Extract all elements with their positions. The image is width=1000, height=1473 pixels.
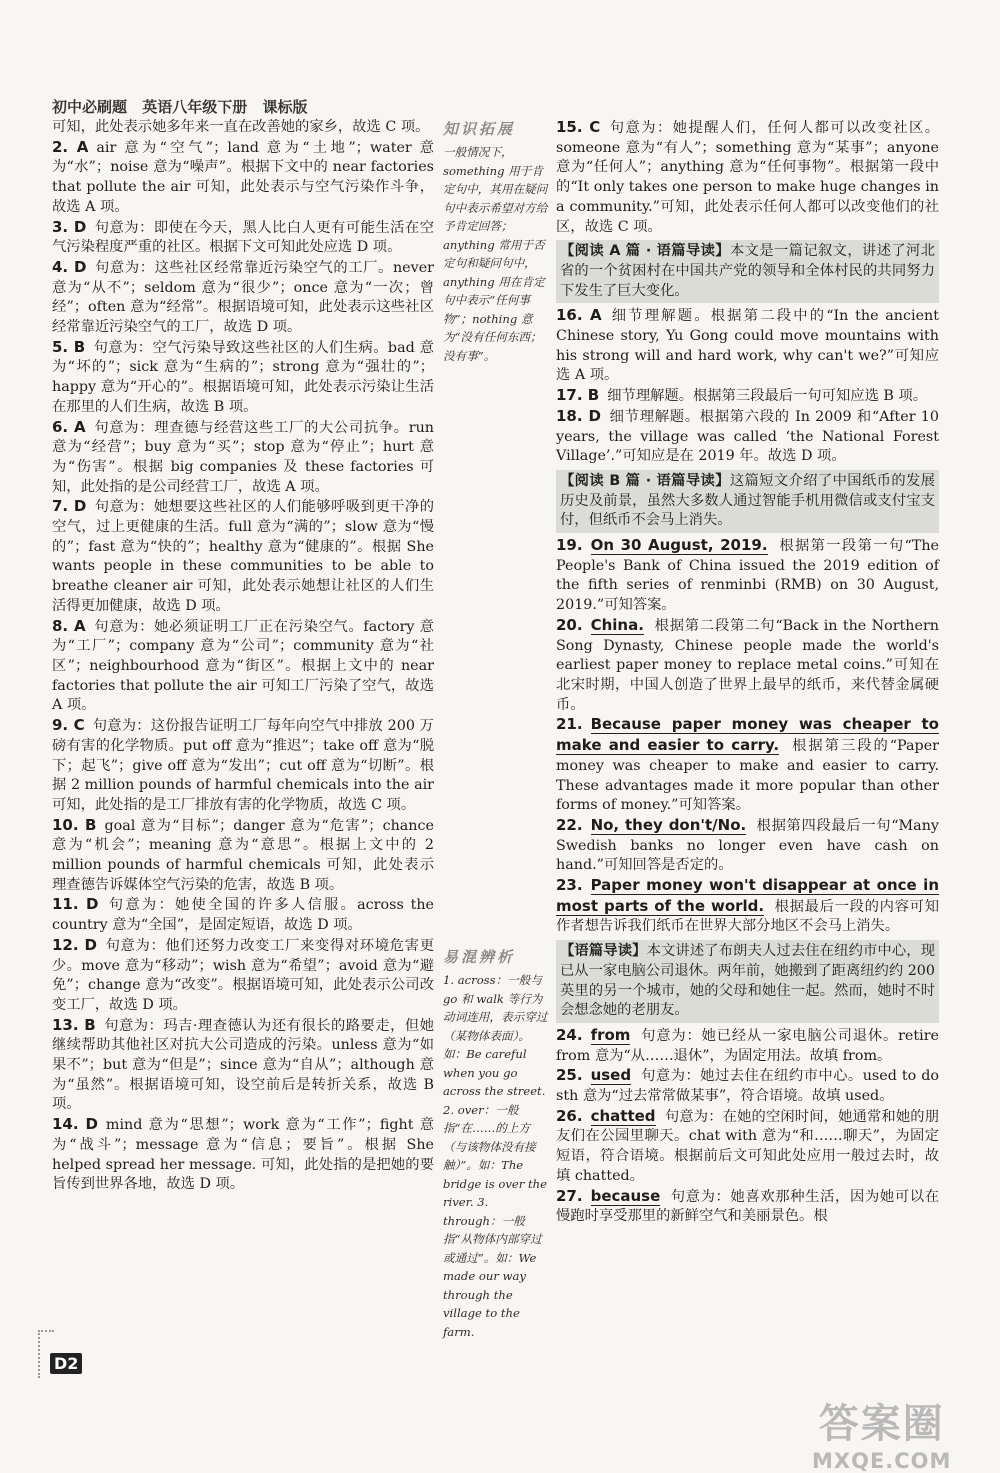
answer-explanation: mind 意为“思想”；work 意为“工作”；fight 意为“战斗”；message 意为“信息；要旨”。根据 She helped spread her message. 可知，此处指的是把她的要旨传到世界各地，故选 D 项。 (52, 1117, 435, 1193)
watermark-big: 答案圈 (818, 1401, 945, 1447)
subject-title: 英语八年级下册 (142, 98, 248, 116)
answer-item (556, 616, 939, 716)
answer-number: 11. D (52, 895, 99, 914)
answer-explanation: 句意为：她喜欢那种生活，因为她可以在慢跑时享受那里的新鲜空气和美丽景色。根 (556, 1188, 940, 1225)
answer-number: 18. D (556, 406, 601, 425)
answer-item (52, 716, 434, 816)
answer-item (52, 338, 434, 418)
answer-explanation: 句意为：她想要这些社区的人们能够呼吸到更干净的空气，过上更健康的生活。full 意为“满的”；slow 意为“慢的”；fast 意为“快的”；healthy 意为“健康的”。根据 She wants people in these communities to be able to breathe cleaner air 可知，此处表示她想让社区的人们生活得更加健康，故选 D 项。 (52, 499, 435, 614)
answer-explanation: 句意为：空气污染导致这些社区的人们生病。bad 意为“坏的”；sick 意为“生病的”；strong 意为“强壮的”；happy 意为“开心的”。根据语境可知，此处表示污染让生活在那里的人们生病，故选 B 项。 (52, 339, 434, 415)
answer-number: 10. B (52, 815, 97, 834)
answer-number: 24. (556, 1025, 583, 1044)
written-answer: because (590, 1186, 661, 1205)
answer-explanation: 细节理解题。根据第六段的 In 2009 和“After 10 years, the village was called ‘the National Forest Village’.”可知应是在 2019 年。故选 D 项。 (556, 408, 940, 465)
answer-explanation: 根据最后一段的内容可知作者想告诉我们纸币在世界大部分地区不会马上消失。 (556, 898, 939, 935)
answer-number: 17. B (556, 386, 600, 405)
answer-item (556, 1107, 939, 1187)
answer-item (52, 617, 434, 717)
answer-number: 3. D (52, 217, 87, 236)
written-answer: Because paper money was cheaper to make and easier to carry. (556, 715, 939, 755)
answer-explanation: 句意为：这份报告证明工厂每年向空气中排放 200 万磅有害的化学物质。put off 意为“推迟”；take off 意为“脱下；起飞”；give off 意为“发出”；cut off 意为“切断”。根据 2 million pounds of harmful chemicals into the air 可知，此处指的是工厂排放有害的化学物质，故选 C 项。 (52, 718, 434, 813)
answer-explanation: air 意为“空气”；land 意为“土地”；water 意为“水”；noise 意为“噪声”。根据下文中的 near factories that pollute the air 可知，此处表示与空气污染作斗争，故选 A 项。 (52, 139, 434, 215)
answer-item (556, 386, 939, 407)
knowledge-sidebar (443, 118, 550, 365)
confusion-sidebar (443, 946, 550, 1341)
answer-number: 20. (556, 615, 583, 634)
watermark-logo (812, 1392, 951, 1473)
answer-explanation: 句意为：她已经从一家电脑公司退休。retire from 意为“从……退休”，为固定用法。故填 from。 (556, 1027, 940, 1064)
right-column (556, 118, 939, 1227)
answer-item (52, 218, 434, 258)
answer-item (52, 936, 434, 1016)
guide-tag: 【语篇导读】 (560, 943, 647, 960)
watermark-small: MXQE.COM (812, 1449, 952, 1473)
answer-number: 13. B (52, 1015, 96, 1034)
answer-explanation: 根据第一段第一句“The People's Bank of China issued the 2019 edition of the fifth series of renminbi (RMB) on 30 August, 2019.”可知答案。 (556, 538, 940, 614)
answer-item (52, 497, 434, 616)
answer-explanation: 句意为：她提醒人们，任何人都可以改变社区。someone 意为“有人”；something 意为“某事”；anyone 意为“任何人”；anything 意为“任何事物”。根据第一段中的“It only takes one person to make huge changes in a community.”可知，此处表示任何人都可以改变他们的社区，故选 C 项。 (556, 120, 939, 235)
answer-number: 25. (556, 1066, 583, 1085)
answer-explanation: 句意为：玛吉·理查德认为还有很长的路要走，但她继续帮助其他社区对抗大公司造成的污染。unless 意为“如果不”；but 意为“但是”；since 意为“自从”；although 意为“虽然”。根据语境可知，设空前后是转折关系，故选 B 项。 (52, 1017, 434, 1113)
confusion-title: 易混辨析 (443, 948, 516, 966)
answer-explanation: 可知，此处表示她多年来一直在改善她的家乡，故选 C 项。 (52, 119, 430, 135)
series-title: 初中必刷题 (52, 98, 128, 116)
answer-number: 5. B (52, 337, 86, 356)
answer-item (556, 876, 939, 937)
confusion-text: 1. across：一般与 go 和 walk 等行为动词连用，表示穿过（某物体表面）。如：Be careful when you go across the street. 2. over：一般指“在……的上方（与该物体没有接触）”。如：The bridge is over the river. 3. through：一般指“从物体内部穿过或通过”。如：We made our way through the village to the farm. (443, 973, 548, 1339)
guide-text: 本文讲述了布朗夫人过去住在纽约市中心，现已从一家电脑公司退休。两年前，她搬到了距离纽约约 200 英里的另一个城市，她的父母和她住一起。然而，她时不时会想念她的老朋友。 (560, 943, 936, 1019)
answer-explanation: 细节理解题。根据第三段最后一句可知应选 B 项。 (607, 388, 928, 405)
edition-title: 课标版 (262, 98, 308, 116)
answer-item (556, 715, 939, 816)
answer-item (52, 258, 434, 338)
answer-number: 22. (556, 815, 583, 834)
answer-number: 6. A (52, 417, 86, 436)
reading-guide-box (556, 240, 939, 303)
answer-number: 14. D (52, 1115, 98, 1134)
knowledge-text: 一般情况下，something 用于肯定句中，其用在疑问句中表示希望对方给予肯定回答；anything 常用于否定句和疑问句中，anything 用在肯定句中表示“任何事物”；nothing 意为“没有任何东西；没有事”。 (443, 145, 548, 363)
guide-tag: 【阅读 B 篇 · 语篇导读】 (560, 472, 730, 489)
answer-item (556, 1066, 939, 1106)
answer-number: 26. (556, 1106, 583, 1125)
written-answer: No, they don't/No. (590, 815, 747, 834)
page-number: D2 (50, 1353, 82, 1374)
answer-number: 12. D (52, 935, 97, 954)
reading-guide-box (556, 940, 939, 1023)
answer-explanation: 根据第二段第二句“Back in the Northern Song Dynasty, Chinese people made the world's earliest paper money to replace metal coins.”可知在北宋时期，中国人创造了世界上最早的纸币，来代替金属硬币。 (556, 617, 939, 713)
answer-number: 15. C (556, 118, 601, 136)
answer-item (556, 1026, 939, 1066)
answer-explanation: 句意为：他们还努力改变工厂来变得对环境危害更少。move 意为“移动”；wish 意为“希望”；avoid 意为“避免”；change 意为“改变”。根据语境可知，此处表示公司改变工厂，故选 D 项。 (52, 937, 435, 1013)
answer-explanation: 句意为：这些社区经常靠近污染空气的工厂。never 意为“从不”；seldom 意为“很少”；once 意为“一次；曾经”；often 意为“经常”。根据语境可知，此处表示这些社区经常靠近污染空气的工厂，故选 D 项。 (52, 259, 435, 336)
answer-item (556, 407, 939, 467)
answer-item (52, 816, 434, 896)
answer-item (52, 1115, 434, 1195)
answer-item (52, 418, 434, 498)
answer-item (52, 895, 434, 935)
answer-number: 16. A (556, 306, 602, 325)
answer-explanation: 根据第四段最后一句“Many Swedish banks no longer even have cash on hand.”可知回答是否定的。 (556, 817, 939, 874)
answer-number: 23. (556, 876, 583, 895)
answer-explanation: 句意为：她过去住在纽约市中心。used to do sth 意为“过去常常做某事”，符合语境。故填 used。 (556, 1068, 940, 1105)
answer-number: 2. A (52, 137, 89, 156)
answer-number: 7. D (52, 497, 87, 516)
left-column (52, 118, 434, 1195)
answer-item (556, 816, 939, 876)
knowledge-title: 知识拓展 (443, 120, 516, 138)
answer-item (52, 118, 434, 138)
answer-item (556, 1187, 939, 1227)
answer-explanation: 句意为：即使在今天，黑人比白人更有可能生活在空气污染程度严重的社区。根据下文可知此处应选 D 项。 (52, 219, 435, 256)
written-answer: Paper money won't disappear at once in most parts of the world. (556, 876, 939, 915)
sidebar-column (443, 118, 550, 1339)
answer-item (556, 306, 939, 386)
answer-item (52, 138, 434, 218)
written-answer: used (590, 1066, 632, 1085)
written-answer: chatted (590, 1106, 656, 1125)
guide-tag: 【阅读 A 篇 · 语篇导读】 (560, 243, 730, 260)
answer-number: 19. (556, 536, 583, 555)
written-answer: On 30 August, 2019. (590, 536, 768, 555)
answer-explanation: 句意为：她必须证明工厂正在污染空气。factory 意为“工厂”；company 意为“公司”；community 意为“社区”；neighbourhood 意为“街区”。根据上文中的 near factories that pollute the air 可知工厂污染了空气，故选 A 项。 (52, 618, 434, 714)
guide-text: 这篇短文介绍了中国纸币的发展历史及前景，虽然大多数人通过智能手机用微信或支付宝支付，但纸币不会马上消失。 (560, 472, 935, 529)
answer-explanation: 根据第三段的“Paper money was cheaper to make and easier to carry. These advantages made it more popular than other forms of money.”可知答案。 (556, 738, 939, 814)
answer-explanation: 句意为：理查德与经营这些工厂的大公司抗争。run 意为“经营”；buy 意为“买”；stop 意为“停止”；hurt 意为“伤害”。根据 big companies 及 these factories 可知，此处指的是公司经营工厂，故选 A 项。 (52, 419, 435, 495)
answer-item (52, 1016, 434, 1116)
answer-number: 9. C (52, 716, 85, 735)
guide-text: 本文是一篇记叙文，讲述了河北省的一个贫困村在中国共产党的领导和全体村民的共同努力下发生了巨大变化。 (560, 243, 936, 299)
answer-item (556, 118, 939, 237)
written-answer: China. (590, 615, 644, 634)
answer-number: 4. D (52, 257, 87, 276)
answer-explanation: 句意为：她使全国的许多人信服。across the country 意为“全国”，是固定短语，故选 D 项。 (52, 897, 434, 934)
answer-explanation: goal 意为“目标”；danger 意为“危害”；chance 意为“机会”；meaning 意为“意思”。根据上文中的 2 million pounds of harmful chemicals 可知，此处表示理查德告诉媒体空气污染的危害，故选 B 项。 (52, 817, 434, 893)
answer-number: 8. A (52, 616, 86, 635)
page-header (52, 96, 318, 117)
answer-number: 27. (556, 1186, 583, 1205)
written-answer: from (590, 1025, 631, 1044)
answer-explanation: 句意为：在她的空闲时间，她通常和她的朋友们在公园里聊天。chat with 意为“和……聊天”，为固定短语，符合语境。根据前后文可知此处应用一般过去时，故填 chatted。 (556, 1108, 940, 1184)
answer-item (556, 536, 939, 616)
answer-explanation: 细节理解题。根据第二段中的“In the ancient Chinese story, Yu Gong could move mountains with his strong will and hard work, why can't we?”可知应选 A 项。 (556, 308, 939, 384)
answer-number: 21. (556, 715, 583, 734)
reading-guide-box (556, 470, 939, 533)
